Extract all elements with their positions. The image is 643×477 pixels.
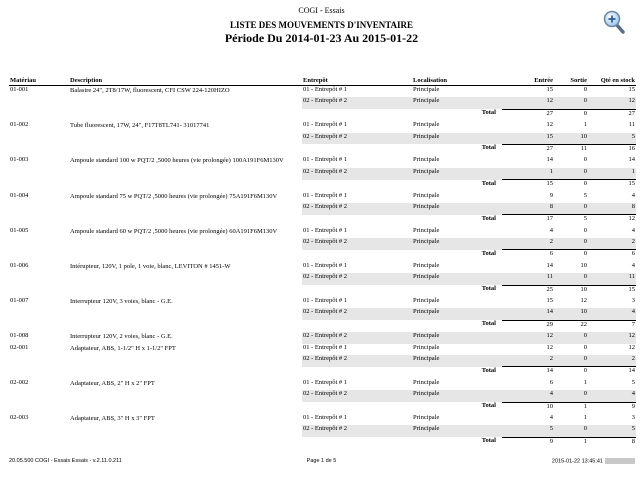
total-row <box>9 367 636 379</box>
col-description: Description <box>69 76 302 86</box>
material-description: Interrupteur 120V, 2 voies, blanc - G.E. <box>70 333 173 341</box>
total-row <box>9 215 636 227</box>
total-stock: 6 <box>588 250 636 262</box>
location-cell: Principale <box>413 261 440 269</box>
redacted-block <box>605 458 635 464</box>
location-cell: Principale <box>412 425 502 437</box>
table-row <box>9 379 636 390</box>
total-label: Total <box>481 214 496 222</box>
stock-cell: 8 <box>588 203 636 215</box>
total-label: Total <box>481 144 496 152</box>
material-code: 02-001 <box>10 343 29 351</box>
sortie-cell: 1 <box>583 378 587 386</box>
material-code: 01-002 <box>10 121 29 129</box>
total-sortie: 1 <box>554 402 588 414</box>
location-cell: Principale <box>412 97 502 109</box>
total-entree: 14 <box>502 367 554 379</box>
total-label: Total <box>481 366 496 374</box>
entree-cell: 14 <box>502 308 554 320</box>
stock-cell: 2 <box>588 355 636 367</box>
entree-cell: 12 <box>546 343 553 351</box>
total-spacer <box>9 250 412 262</box>
warehouse-cell: 01 - Entrepôt # 1 <box>303 413 348 421</box>
material-code-empty <box>9 355 69 367</box>
warehouse-cell: 02 - Entrepôt # 2 <box>302 273 412 285</box>
location-cell: Principale <box>413 297 440 305</box>
warehouse-cell: 02 - Entrepôt # 2 <box>302 355 412 367</box>
table-row <box>9 156 636 167</box>
stock-cell: 4 <box>588 390 636 402</box>
total-sortie: 11 <box>554 144 588 156</box>
warehouse-cell: 01 - Entrepôt # 1 <box>303 297 348 305</box>
stock-cell: 11 <box>588 273 636 285</box>
table-row <box>9 192 636 203</box>
table-row <box>9 332 636 343</box>
warehouse-cell: 02 - Entrepôt # 2 <box>302 238 412 250</box>
total-stock: 27 <box>588 109 636 121</box>
stock-cell: 3 <box>631 297 635 305</box>
stock-cell: 5 <box>588 133 636 145</box>
total-row <box>9 180 636 192</box>
location-cell: Principale <box>412 390 502 402</box>
footer-version: 20.05.500 COGI - Essais Essais - v.2.11.0.211 <box>9 458 122 464</box>
report-period: Période Du 2014-01-23 Au 2015-01-22 <box>224 31 419 45</box>
col-materiau: Matériau <box>9 76 69 86</box>
total-stock: 9 <box>588 402 636 414</box>
total-row <box>9 144 636 156</box>
table-row <box>9 262 636 273</box>
total-row <box>9 285 636 297</box>
stock-cell: 5 <box>588 425 636 437</box>
stock-cell: 4 <box>588 308 636 320</box>
total-label: Total <box>481 402 496 410</box>
total-entree: 25 <box>502 285 554 297</box>
warehouse-cell: 02 - Entrepôt # 2 <box>302 390 412 402</box>
entree-cell: 6 <box>549 378 553 386</box>
material-code-empty <box>9 133 69 145</box>
sortie-cell: 0 <box>554 332 588 343</box>
location-cell: Principale <box>413 413 440 421</box>
stock-cell: 11 <box>628 121 635 129</box>
entree-cell: 1 <box>502 168 554 180</box>
entree-cell: 9 <box>549 191 553 199</box>
total-stock: 15 <box>588 285 636 297</box>
warehouse-cell: 01 - Entrepôt # 1 <box>303 191 348 199</box>
entree-cell: 15 <box>502 133 554 145</box>
entree-cell: 14 <box>546 261 553 269</box>
material-code-empty <box>9 273 69 285</box>
sortie-cell: 1 <box>583 413 587 421</box>
sortie-cell: 0 <box>554 273 588 285</box>
table-row <box>9 297 636 308</box>
sortie-cell: 1 <box>583 121 587 129</box>
material-description: Ampoule standard 75 w PQT/2 ,5000 heures (vie prolongée) 75A191F6M130V <box>70 192 278 200</box>
entree-cell: 4 <box>502 390 554 402</box>
total-row <box>9 320 636 332</box>
location-cell: Principale <box>412 273 502 285</box>
sortie-cell: 0 <box>554 355 588 367</box>
warehouse-cell: 02 - Entrepôt # 2 <box>302 308 412 320</box>
footer-timestamp: 2015-01-22 13:45:41 <box>552 458 635 464</box>
total-entree: 27 <box>502 144 554 156</box>
sortie-cell: 10 <box>554 308 588 320</box>
sortie-cell: 0 <box>554 425 588 437</box>
total-sortie: 10 <box>554 285 588 297</box>
total-stock: 16 <box>588 144 636 156</box>
stock-cell: 4 <box>631 261 635 269</box>
total-stock: 7 <box>588 320 636 332</box>
total-spacer <box>9 320 412 332</box>
sortie-cell: 10 <box>554 133 588 145</box>
total-stock: 8 <box>588 437 636 449</box>
material-code-empty <box>9 168 69 180</box>
entree-cell: 5 <box>502 425 554 437</box>
table-row <box>9 121 636 132</box>
col-qte-stock: Qté en stock <box>588 76 636 86</box>
material-code: 01-001 <box>10 86 29 93</box>
material-code: 02-002 <box>10 378 29 386</box>
total-row <box>9 402 636 414</box>
stock-cell: 12 <box>588 332 636 343</box>
sortie-cell: 0 <box>554 390 588 402</box>
total-label: Total <box>481 285 496 293</box>
warehouse-cell: 01 - Entrepôt # 1 <box>303 261 348 269</box>
warehouse-cell: 01 - Entrepôt # 1 <box>303 86 348 93</box>
location-cell: Principale <box>412 238 502 250</box>
sortie-cell: 0 <box>583 226 587 234</box>
total-entree: 9 <box>502 437 554 449</box>
col-entrepot: Entrepôt <box>302 76 412 86</box>
sortie-cell: 0 <box>583 156 587 164</box>
stock-cell: 12 <box>628 343 635 351</box>
location-cell: Principale <box>412 203 502 215</box>
location-cell: Principale <box>412 133 502 145</box>
total-sortie: 0 <box>554 109 588 121</box>
total-sortie: 0 <box>554 180 588 192</box>
entree-cell: 4 <box>549 226 553 234</box>
material-description: Intérupteur, 120V, 1 pole, 1 voie, blanc, LEVITON # 1451-W <box>70 262 231 270</box>
entree-cell: 15 <box>546 86 553 93</box>
entree-cell: 14 <box>546 156 553 164</box>
stock-cell: 5 <box>631 378 635 386</box>
total-spacer <box>9 215 412 227</box>
material-description: Interrupteur 120V, 3 voies, blanc - G.E. <box>70 298 173 306</box>
report-app-name: COGI - Essais <box>298 6 345 15</box>
total-sortie: 0 <box>554 250 588 262</box>
table-header-row <box>9 76 636 86</box>
total-stock: 14 <box>588 367 636 379</box>
material-code-empty <box>9 238 69 250</box>
total-stock: 12 <box>588 215 636 227</box>
material-description: Balastre 24", 2T8/17W, fluorescent, CFI CSW 224-120HIZO <box>70 87 230 94</box>
total-spacer <box>9 109 412 121</box>
location-cell: Principale <box>413 343 440 351</box>
material-code: 01-005 <box>10 226 29 234</box>
location-cell: Principale <box>413 191 440 199</box>
sortie-cell: 0 <box>554 97 588 109</box>
total-entree: 17 <box>502 215 554 227</box>
entree-cell: 11 <box>502 273 554 285</box>
material-description: Ampoule standard 60 w PQT/2 ,5000 heures (vie prolongée) 60A191F6M130V <box>70 227 278 235</box>
material-code-empty <box>9 425 69 437</box>
footer-page: Page 1 de 5 <box>306 458 337 464</box>
material-code-empty <box>9 308 69 320</box>
table-row <box>9 344 636 355</box>
stock-cell: 14 <box>628 156 635 164</box>
warehouse-cell: 02 - Entrepôt # 2 <box>302 97 412 109</box>
material-code: 01-006 <box>10 261 29 269</box>
material-description: Adaptateur, ABS, 3" H x 3" FPT <box>70 414 155 422</box>
location-cell: Principale <box>412 355 502 367</box>
table-row <box>9 86 636 98</box>
entree-cell: 12 <box>502 332 554 343</box>
sortie-cell: 0 <box>583 86 587 93</box>
total-sortie: 0 <box>554 367 588 379</box>
table-row <box>9 414 636 425</box>
total-spacer <box>9 285 412 297</box>
stock-cell: 2 <box>588 238 636 250</box>
entree-cell: 12 <box>546 121 553 129</box>
col-entree: Entrée <box>502 76 554 86</box>
total-entree: 29 <box>502 320 554 332</box>
entree-cell: 15 <box>546 297 553 305</box>
total-label: Total <box>481 179 496 187</box>
warehouse-cell: 02 - Entrepôt # 2 <box>302 332 412 343</box>
sortie-cell: 12 <box>580 297 587 305</box>
material-code: 01-007 <box>10 297 29 305</box>
location-cell: Principale <box>413 121 440 129</box>
total-entree: 15 <box>502 180 554 192</box>
entree-cell: 2 <box>502 355 554 367</box>
total-label: Total <box>481 320 496 328</box>
warehouse-cell: 01 - Entrepôt # 1 <box>303 121 348 129</box>
sortie-cell: 0 <box>554 168 588 180</box>
sortie-cell: 0 <box>554 203 588 215</box>
entree-cell: 2 <box>502 238 554 250</box>
location-cell: Principale <box>412 308 502 320</box>
stock-cell: 4 <box>631 191 635 199</box>
warehouse-cell: 02 - Entrepôt # 2 <box>302 168 412 180</box>
material-code: 01-003 <box>10 156 29 164</box>
location-cell: Principale <box>413 378 440 386</box>
total-label: Total <box>481 249 496 257</box>
stock-cell: 12 <box>588 97 636 109</box>
location-cell: Principale <box>412 332 502 343</box>
total-spacer <box>9 144 412 156</box>
sortie-cell: 10 <box>580 261 587 269</box>
stock-cell: 4 <box>631 226 635 234</box>
sortie-cell: 0 <box>583 343 587 351</box>
sortie-cell: 5 <box>583 191 587 199</box>
material-description: Adaptateur, ABS, 1-1/2" H x 1-1/2" FPT <box>70 344 176 352</box>
material-description: Adaptateur, ABS, 2" H x 2" FPT <box>70 379 155 387</box>
entree-cell: 8 <box>502 203 554 215</box>
stock-cell: 1 <box>588 168 636 180</box>
total-entree: 10 <box>502 402 554 414</box>
col-sortie: Sortie <box>554 76 588 86</box>
total-label: Total <box>481 109 496 117</box>
total-sortie: 1 <box>554 437 588 449</box>
warehouse-cell: 01 - Entrepôt # 1 <box>303 156 348 164</box>
sortie-cell: 0 <box>554 238 588 250</box>
total-entree: 27 <box>502 109 554 121</box>
total-spacer <box>9 437 412 449</box>
table-row <box>9 227 636 238</box>
location-cell: Principale <box>413 86 440 93</box>
warehouse-cell: 01 - Entrepôt # 1 <box>303 226 348 234</box>
material-code: 01-004 <box>10 191 29 199</box>
warehouse-cell: 02 - Entrepôt # 2 <box>302 425 412 437</box>
report-title: LISTE DES MOUVEMENTS D'INVENTAIRE <box>229 20 414 30</box>
material-code-empty <box>9 203 69 215</box>
material-code: 01-008 <box>10 332 29 340</box>
total-stock: 15 <box>588 180 636 192</box>
total-sortie: 22 <box>554 320 588 332</box>
entree-cell: 4 <box>549 413 553 421</box>
total-row <box>9 109 636 121</box>
total-row <box>9 437 636 449</box>
stock-cell: 15 <box>628 86 635 93</box>
material-code-empty <box>9 390 69 402</box>
total-spacer <box>9 180 412 192</box>
warehouse-cell: 01 - Entrepôt # 1 <box>303 343 348 351</box>
location-cell: Principale <box>413 156 440 164</box>
warehouse-cell: 02 - Entrepôt # 2 <box>302 133 412 145</box>
material-description: Tube fluorescent, 17W, 24", F17T8TL741- 31017741 <box>70 122 210 130</box>
total-label: Total <box>481 437 496 445</box>
material-code: 02-003 <box>10 413 29 421</box>
total-spacer <box>9 367 412 379</box>
col-localisation: Localisation <box>412 76 502 86</box>
material-description: Ampoule standard 100 w PQT/2 ,5000 heures (vie prolongée) 100A191F6M130V <box>70 157 284 165</box>
inventory-table <box>9 76 636 449</box>
total-entree: 6 <box>502 250 554 262</box>
zoom-in-icon[interactable] <box>603 10 625 34</box>
entree-cell: 12 <box>502 97 554 109</box>
location-cell: Principale <box>413 226 440 234</box>
stock-cell: 3 <box>631 413 635 421</box>
total-sortie: 5 <box>554 215 588 227</box>
total-spacer <box>9 402 412 414</box>
location-cell: Principale <box>412 168 502 180</box>
total-row <box>9 250 636 262</box>
material-code-empty <box>9 97 69 109</box>
warehouse-cell: 01 - Entrepôt # 1 <box>303 378 348 386</box>
warehouse-cell: 02 - Entrepôt # 2 <box>302 203 412 215</box>
